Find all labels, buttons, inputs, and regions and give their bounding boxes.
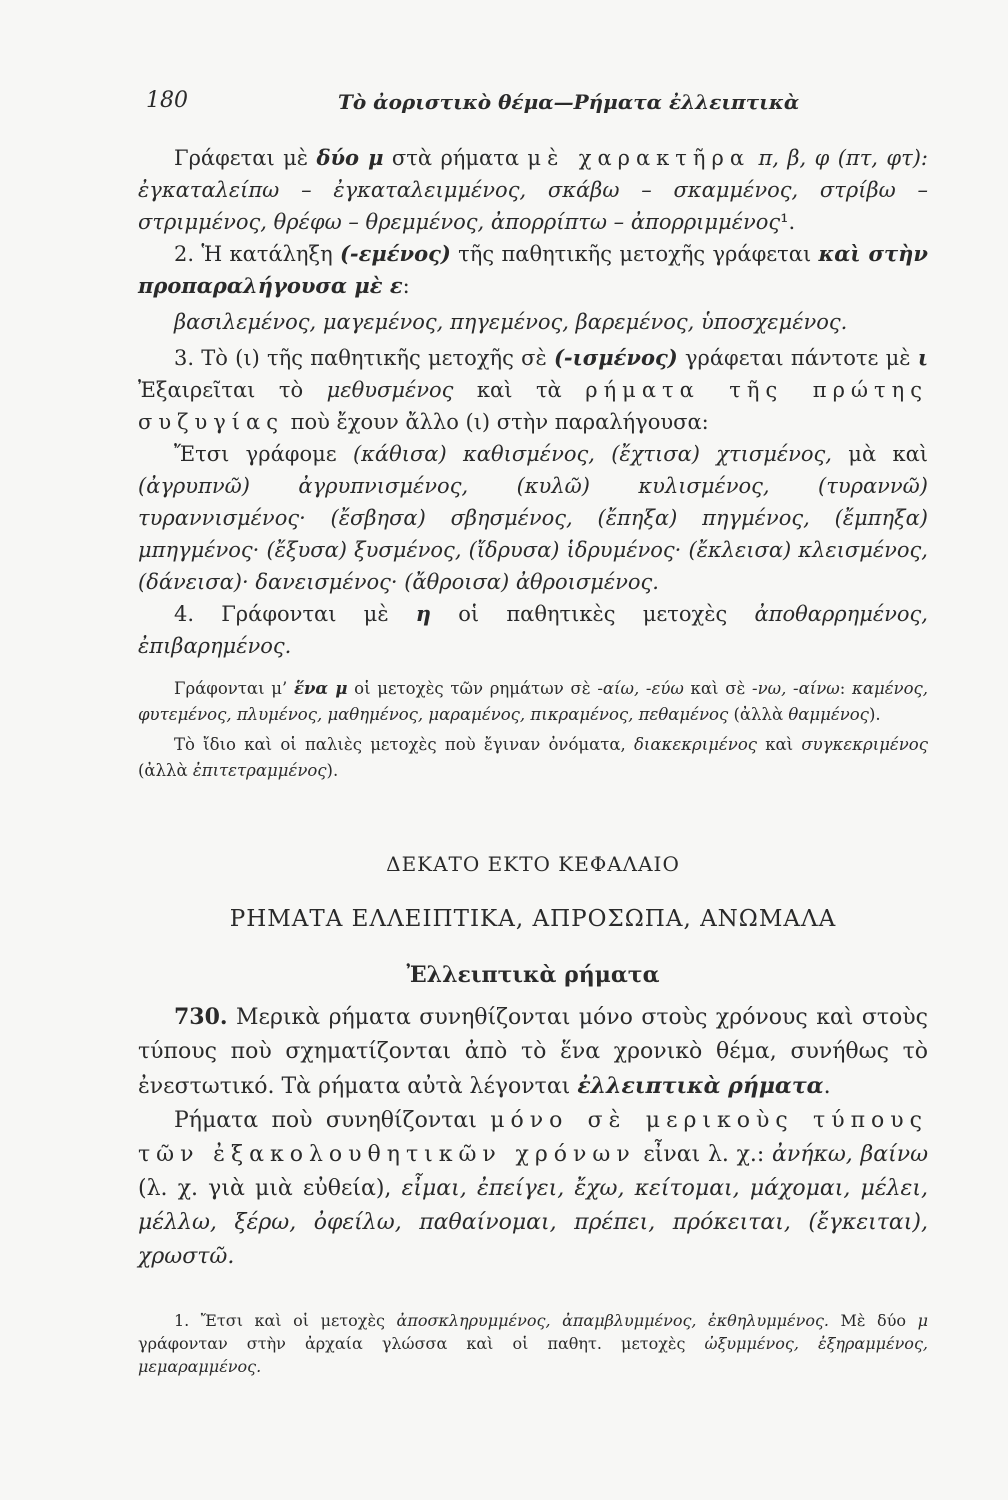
page-header <box>138 88 928 128</box>
text-run: καὶ τὰ <box>453 378 586 402</box>
emphasis-text: καὶ στὴν προπαραλήγουσα μὲ ε <box>138 241 929 298</box>
spaced-text: ρήματα τῆς πρώτης συζυγίας <box>138 378 928 434</box>
text-run: ). <box>326 761 339 780</box>
text-run: καὶ σὲ <box>683 679 753 698</box>
spaced-text: μόνο σὲ μερικοὺς τύπους τῶν ἐξακολουθητικῶν χρόνων <box>138 1108 928 1167</box>
text-run: Γράφονται μ’ <box>174 679 294 698</box>
text-run: στὰ ρήματα <box>383 146 528 170</box>
emphasis-text: ἕνα μ <box>293 679 348 698</box>
ending-text: -νω, -αίνω <box>752 679 840 698</box>
example-word: μεθυσμένος <box>326 378 454 402</box>
text-run: 3. Τὸ (ι) τῆς παθητικῆς μετοχῆς σὲ <box>174 346 554 370</box>
text-run: Ρήματα ποὺ συνηθίζονται <box>174 1108 491 1133</box>
text-run: . <box>823 1074 831 1099</box>
text-run: Τὸ ἴδιο καὶ οἱ παλιὲς μετοχὲς ποὺ ἔγιναν ὀνόματα, <box>174 735 634 754</box>
emphasis-text: (-εμένος) <box>340 241 451 266</box>
footnote <box>138 1309 928 1378</box>
paragraph-rule-4 <box>138 598 928 662</box>
text-run: Ἐξαιρεῖται τὸ <box>138 378 327 402</box>
examples-text: (ἀγρυπνῶ) ἀγρυπνισμένος, (κυλῶ) κυλισμένος, (τυραννῶ) τυραννισμένος· (ἔσβησα) σβησμένος, (ἔπηξα) πηγμένος, (ἔμπηξα) μπηγμένος· (ἔξυσα) ξυσμένος, (ἴδρυσα) ἱδρυμένος· (ἔκλεισα) κλεισμένος, (δάνεισα)· δανεισμένος· (ἄθροισα) ἀθροισμένος. <box>138 474 928 594</box>
text-run: Μὲ δύο <box>829 1311 918 1330</box>
text-run: γράφεται πάντοτε μὲ <box>677 346 918 370</box>
paragraph-double-mu <box>138 142 928 238</box>
paragraph-730 <box>138 1000 928 1104</box>
text-run: εἶναι λ. χ.: <box>635 1142 773 1167</box>
text-run: Μερικὰ ρήματα συνηθίζονται μόνο στοὺς χρόνους καὶ στοὺς τύπους ποὺ σχηματίζονται ἀπὸ τὸ ἕνα χρονικὸ θέμα, συνήθως τὸ ἐνεστωτικό. Τὰ ρήματα αὐτὰ λέγονται <box>138 1005 928 1099</box>
emphasis-text: η <box>415 601 432 626</box>
text-run: (ἀλλὰ <box>728 705 789 724</box>
text-run: καὶ <box>757 735 802 754</box>
text-run: Γράφεται μὲ <box>174 146 317 170</box>
examples-text: εἶμαι, ἐπείγει, ἔχω, κείτομαι, μάχομαι, μέλει, μέλλω, ξέρω, ὀφείλω, παθαίνομαι, πρέπει, πρόκειται, (ἔγκειται), χρωστῶ. <box>138 1176 928 1269</box>
chapter-title: ΡΗΜΑΤΑ ΕΛΛΕΙΠΤΙΚΑ, ΑΠΡΟΣΩΠΑ, ΑΝΩΜΑΛΑ <box>229 906 837 932</box>
text-run: (ἀλλὰ <box>138 761 193 780</box>
text-run: 2. Ἡ κατάληξη <box>174 242 340 266</box>
text-run: μὰ καὶ <box>831 442 928 466</box>
examples-text: καμένος, φυτεμένος, πλυμένος, μαθημένος, μαραμένος, πικραμένος, πεθαμένος <box>138 679 929 724</box>
paragraph-verbs-list <box>138 1104 928 1274</box>
text-run: : <box>402 274 410 298</box>
examples-text: (κάθισα) καθισμένος, (ἔχτισα) χτισμένος, <box>352 442 832 466</box>
text-run: οἱ παθητικὲς μετοχὲς <box>431 602 755 626</box>
small-note-2 <box>138 732 928 784</box>
page-number: 180 <box>146 88 188 113</box>
examples-text: ἀνήκω, βαίνω <box>772 1142 929 1167</box>
example-word: συγκεκριμένος <box>801 735 928 754</box>
text-run: ). <box>868 705 881 724</box>
text-run: οἱ μετοχὲς τῶν ρημάτων σὲ <box>347 679 598 698</box>
text-run: 1. Ἔτσι καὶ οἱ μετοχὲς <box>174 1311 397 1330</box>
examples-text: ἀποσκληρυμμένος, ἀπαμβλυμμένος, ἐκθηλυμμένος. <box>396 1311 830 1330</box>
spaced-text: μὲ χαρακτῆρα <box>527 146 751 170</box>
paragraph-examples-2 <box>138 438 928 598</box>
section-title: Ἐλλειπτικὰ ρήματα <box>406 962 660 988</box>
ending-text: -αίω, -εύω <box>597 679 684 698</box>
text-run: Ἔτσι γράφομε <box>174 442 353 466</box>
small-note-1 <box>138 676 928 728</box>
text-run: τῆς παθητικῆς μετοχῆς γράφεται <box>450 242 819 266</box>
text-run: γράφονταν στὴν ἀρχαία γλώσσα καὶ οἱ παθητ. μετοχὲς <box>138 1334 705 1353</box>
example-word: διακεκριμένος <box>634 735 757 754</box>
paragraph-number: 730. <box>174 1004 228 1030</box>
examples-text: ἐγκαταλείπω – ἐγκαταλειμμένος, σκάβω – σκαμμένος, στρίβω – στριμμένος, θρέφω – θρεμμένος, ἀπορρίπτω – ἀπορριμμένος <box>138 178 928 234</box>
text-run: 4. Γράφονται μὲ <box>174 602 416 626</box>
examples-text: ἀποθαρρημένος, ἐπιβαρημένος. <box>138 602 928 658</box>
footnote-marker: ¹. <box>780 210 796 234</box>
running-title: Τὸ ἀοριστικὸ θέμα—Ρήματα ἐλλειπτικὰ <box>338 90 800 114</box>
text-run: : <box>839 679 853 698</box>
paragraph-examples: βασιλεμένος, μαγεμένος, πηγεμένος, βαρεμένος, ὑποσχεμένος. <box>174 310 848 334</box>
examples-text: ὠξυμμένος, ἐξηραμμένος, μεμαραμμένος. <box>138 1334 928 1376</box>
book-page <box>138 88 928 1378</box>
paragraph-rule-3 <box>138 342 928 438</box>
paragraph-rule-2 <box>138 238 928 302</box>
text-run: ποὺ ἔχουν ἄλλο (ι) στὴν παραλήγουσα: <box>283 410 709 434</box>
text-run: (λ. χ. γιὰ μιὰ εὐθεία), <box>138 1176 402 1201</box>
example-word: θαμμένος <box>788 705 869 724</box>
emphasis-text: ἐλλειπτικὰ ρήματα <box>577 1073 824 1099</box>
emphasis-text: δύο μ <box>316 145 384 170</box>
example-word: ἐπιτετραμμένος <box>192 761 327 780</box>
example-word: μ <box>917 1311 928 1330</box>
text-run: π, β, φ (πτ, φτ): <box>750 146 928 170</box>
emphasis-text: (-ισμένος) <box>553 345 678 370</box>
chapter-label: ΔΕΚΑΤΟ ΕΚΤΟ ΚΕΦΑΛΑΙΟ <box>386 852 680 876</box>
emphasis-text: ι <box>917 345 928 370</box>
